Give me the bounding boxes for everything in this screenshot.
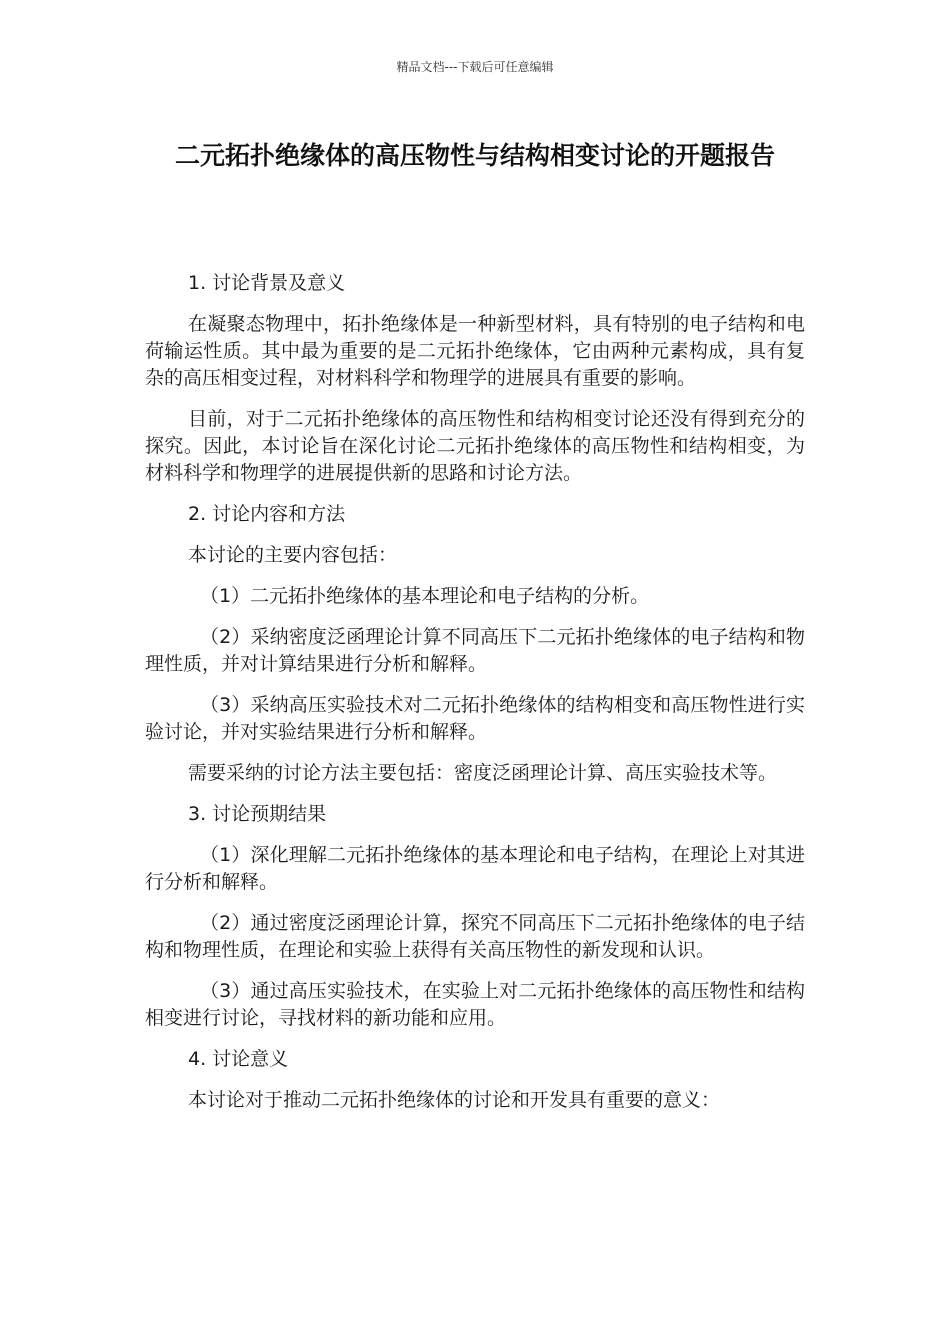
header-note: 精品文档---下载后可任意编辑 — [396, 60, 554, 74]
document-title: 二元拓扑绝缘体的高压物性与结构相变讨论的开题报告 — [174, 141, 775, 170]
section-4-heading: 4. 讨论意义 — [188, 1048, 289, 1070]
document-body — [145, 270, 805, 1128]
paragraph: 本讨论对于推动二元拓扑绝缘体的讨论和开发具有重要的意义： — [188, 1089, 721, 1111]
list-item: （3）通过高压实验技术，在实验上对二元拓扑绝缘体的高压物性和结构相变进行讨论，寻找材料的新功能和应用。 — [145, 980, 805, 1029]
section-3-heading: 3. 讨论预期结果 — [188, 803, 327, 825]
section-1-heading: 1. 讨论背景及意义 — [188, 272, 346, 294]
list-item: （1）深化理解二元拓扑绝缘体的基本理论和电子结构，在理论上对其进行分析和解释。 — [145, 844, 805, 893]
list-item: （3）采纳高压实验技术对二元拓扑绝缘体的结构相变和高压物性进行实验讨论，并对实验结果进行分析和解释。 — [145, 694, 805, 743]
list-item: （2）采纳密度泛函理论计算不同高压下二元拓扑绝缘体的电子结构和物理性质，并对计算结果进行分析和解释。 — [145, 626, 805, 675]
list-item: （2）通过密度泛函理论计算，探究不同高压下二元拓扑绝缘体的电子结构和物理性质，在理论和实验上获得有关高压物性的新发现和认识。 — [145, 912, 805, 961]
paragraph: 需要采纳的讨论方法主要包括：密度泛函理论计算、高压实验技术等。 — [188, 762, 778, 784]
paragraph: 在凝聚态物理中，拓扑绝缘体是一种新型材料，具有特别的电子结构和电荷输运性质。其中最为重要的是二元拓扑绝缘体，它由两种元素构成，具有复杂的高压相变过程，对材料科学和物理学的进展具有重要的影响。 — [145, 313, 805, 389]
paragraph: 本讨论的主要内容包括： — [188, 544, 398, 566]
list-item: （1）二元拓扑绝缘体的基本理论和电子结构的分析。 — [200, 585, 650, 607]
paragraph: 目前，对于二元拓扑绝缘体的高压物性和结构相变讨论还没有得到充分的探究。因此，本讨论旨在深化讨论二元拓扑绝缘体的高压物性和结构相变，为材料科学和物理学的进展提供新的思路和讨论方法。 — [145, 408, 805, 484]
section-2-heading: 2. 讨论内容和方法 — [188, 503, 346, 525]
